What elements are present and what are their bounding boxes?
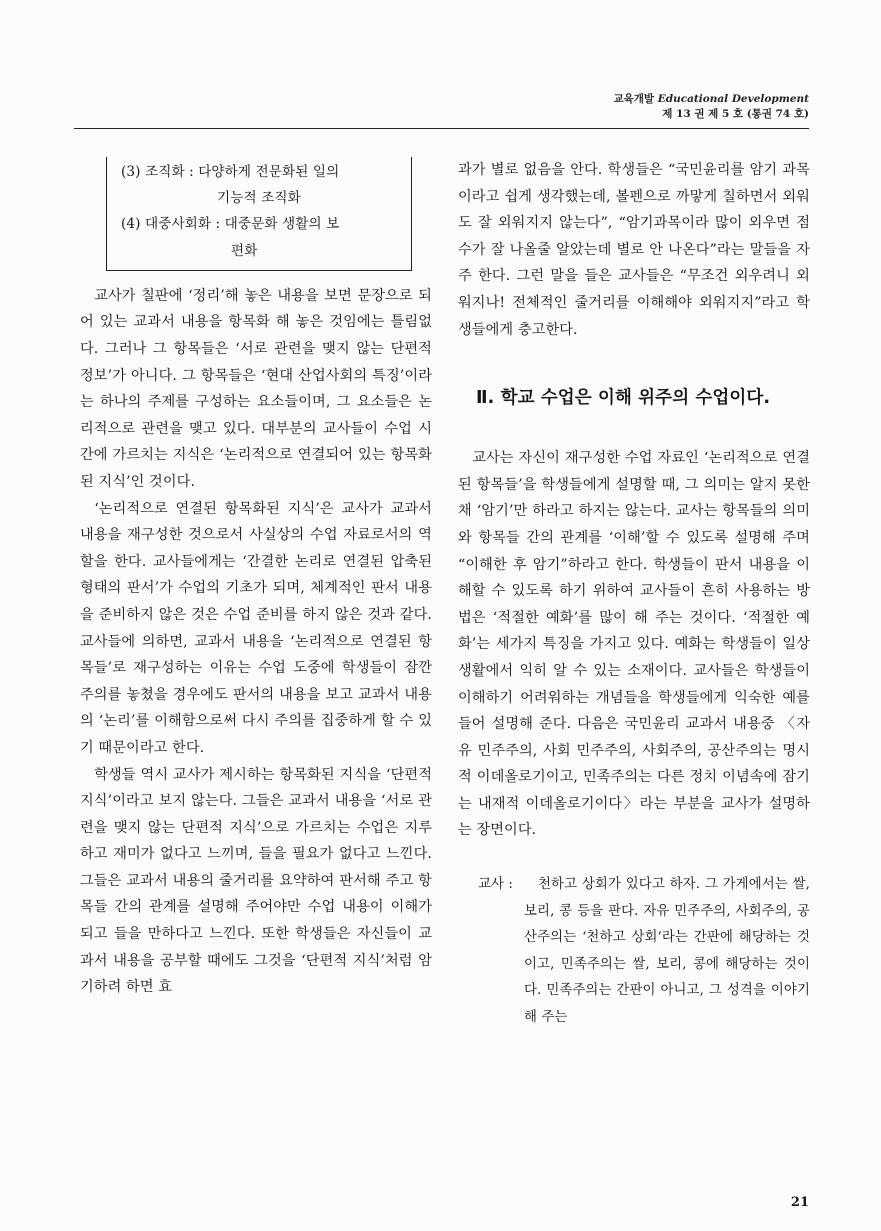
header-rule [74, 128, 809, 129]
paragraph-continued: 과가 별로 없음을 안다. 학생들은 “국민윤리를 암기 과목이라고 쉽게 생각했는데, 볼펜으로 까맣게 칠하면서 외워도 잘 외워지지 않는다”, “암기과목이라 많이 외우면 점수가 잘 나올줄 알았는데 별로 안 나온다”라는 말들을 자주 한다. 그런 말을 들은 교사들은 “무조건 외우려니 외워지나! 전체적인 줄거리를 이해해야 외워지지”라고 학생들에게 충고한다. [458, 162, 810, 338]
summary-box [106, 157, 412, 271]
box-item-3: (3) 조직화 : 다양하게 전문화된 일의 [121, 164, 340, 180]
right-column [458, 157, 810, 1032]
journal-title-en: Educational Development [657, 93, 809, 105]
dialogue [458, 872, 810, 1032]
running-header [613, 92, 809, 122]
page-number: 21 [790, 1195, 809, 1210]
box-item-3-continued: 기능적 조직화 [217, 190, 301, 207]
section-heading: Ⅱ. 학교 수업은 이해 위주의 수업이다. [476, 388, 771, 409]
left-column [80, 157, 432, 1001]
box-item-4-continued: 편화 [231, 242, 258, 259]
issue-info: 제 13 권 제 5 호 (통권 74 호) [662, 108, 809, 120]
paragraph: 교사는 자신이 재구성한 수업 자료인 ‘논리적으로 연결된 항목들’을 학생들에게 설명할 때, 그 의미는 알지 못한 채 ‘암기’만 하라고 하지는 않는다. 교사는 항목들의 의미와 항목들 간의 관계를 ‘이해’할 수 있도록 설명해 주며 “이해한 후 암기”하라고 한다. 학생들이 판서 내용을 이해할 수 있도록 하기 위하여 교사들이 흔히 사용하는 방법은 ‘적절한 예화’를 많이 해 주는 것이다. ‘적절한 예화’는 세가지 특징을 가지고 있다. 예화는 학생들이 일상 생활에서 익히 알 수 있는 소재이다. 교사들은 학생들이 이해하기 어려워하는 개념들을 학생들에게 익숙한 예를 들어 설명해 준다. 다음은 국민윤리 교과서 내용중 〈자유 민주주의, 사회 민주주의, 사회주의, 공산주의는 명시적 이데올로기이고, 민족주의는 다른 정치 이념속에 잠기는 내재적 이데올로기이다〉라는 부분을 교사가 설명하는 장면이다. [458, 450, 810, 839]
box-item-4: (4) 대중사회화 : 대중문화 생활의 보 [121, 216, 340, 233]
journal-title-ko: 교육개발 [613, 93, 655, 105]
dialogue-speaker: 교사 : [478, 877, 514, 893]
paragraph: 교사가 칠판에 ‘정리’해 놓은 내용을 보면 문장으로 되어 있는 교과서 내용을 항목화 해 놓은 것임에는 틀림없다. 그러나 그 항목들은 ‘서로 관련을 맺지 않는 단편적 정보’가 아니다. 그 항목들은 ‘현대 산업사회의 특징’이라는 하나의 주제를 구성하는 요소들이며, 그 요소들은 논리적으로 관련을 맺고 있다. 대부분의 교사들이 수업 시간에 가르치는 지식은 ‘논리적으로 연결되어 있는 항목화된 지식’인 것이다. [80, 287, 432, 490]
dialogue-speech: 천하고 상회가 있다고 하자. 그 가게에서는 쌀, 보리, 콩 등을 판다. 자유 민주주의, 사회주의, 공산주의는 ‘천하고 상회’라는 간판에 해당하는 것이고, 민족주의는 쌀, 보리, 콩에 해당하는 것이다. 민족주의는 간판이 아니고, 그 성격을 이야기 해 주는 [524, 877, 810, 1026]
journal-title [613, 92, 809, 107]
paragraph: 학생들 역시 교사가 제시하는 항목화된 지식을 ‘단편적 지식’이라고 보지 않는다. 그들은 교과서 내용을 ‘서로 관련을 맺지 않는 단편적 지식’으로 가르치는 수업은 지루하고 재미가 없다고 느끼며, 들을 필요가 없다고 느낀다. 그들은 교과서 내용의 줄거리를 요약하여 판서해 주고 항목들 간의 관계를 설명해 주어야만 수업 내용이 이해가 되고 들을 만하다고 느낀다. 또한 학생들은 자신들이 교과서 내용을 공부할 때에도 그것을 ‘단편적 지식’처럼 암기하려 하면 효 [80, 766, 432, 996]
paragraph: ‘논리적으로 연결된 항목화된 지식’은 교사가 교과서 내용을 재구성한 것으로서 사실상의 수업 자료로서의 역할을 한다. 교사들에게는 ‘간결한 논리로 연결된 압축된 형태의 판서’가 수업의 기초가 되며, 체계적인 판서 내용을 준비하지 않은 것은 수업 준비를 하지 않은 것과 같다. 교사들에 의하면, 교과서 내용을 ‘논리적으로 연결된 항목들’로 재구성하는 이유는 수업 도중에 학생들이 잠깐 주의를 놓쳤을 경우에도 판서의 내용을 보고 교과서 내용의 ‘논리’를 이해함으로써 다시 주의를 집중하게 할 수 있기 때문이라고 한다. [80, 500, 432, 756]
